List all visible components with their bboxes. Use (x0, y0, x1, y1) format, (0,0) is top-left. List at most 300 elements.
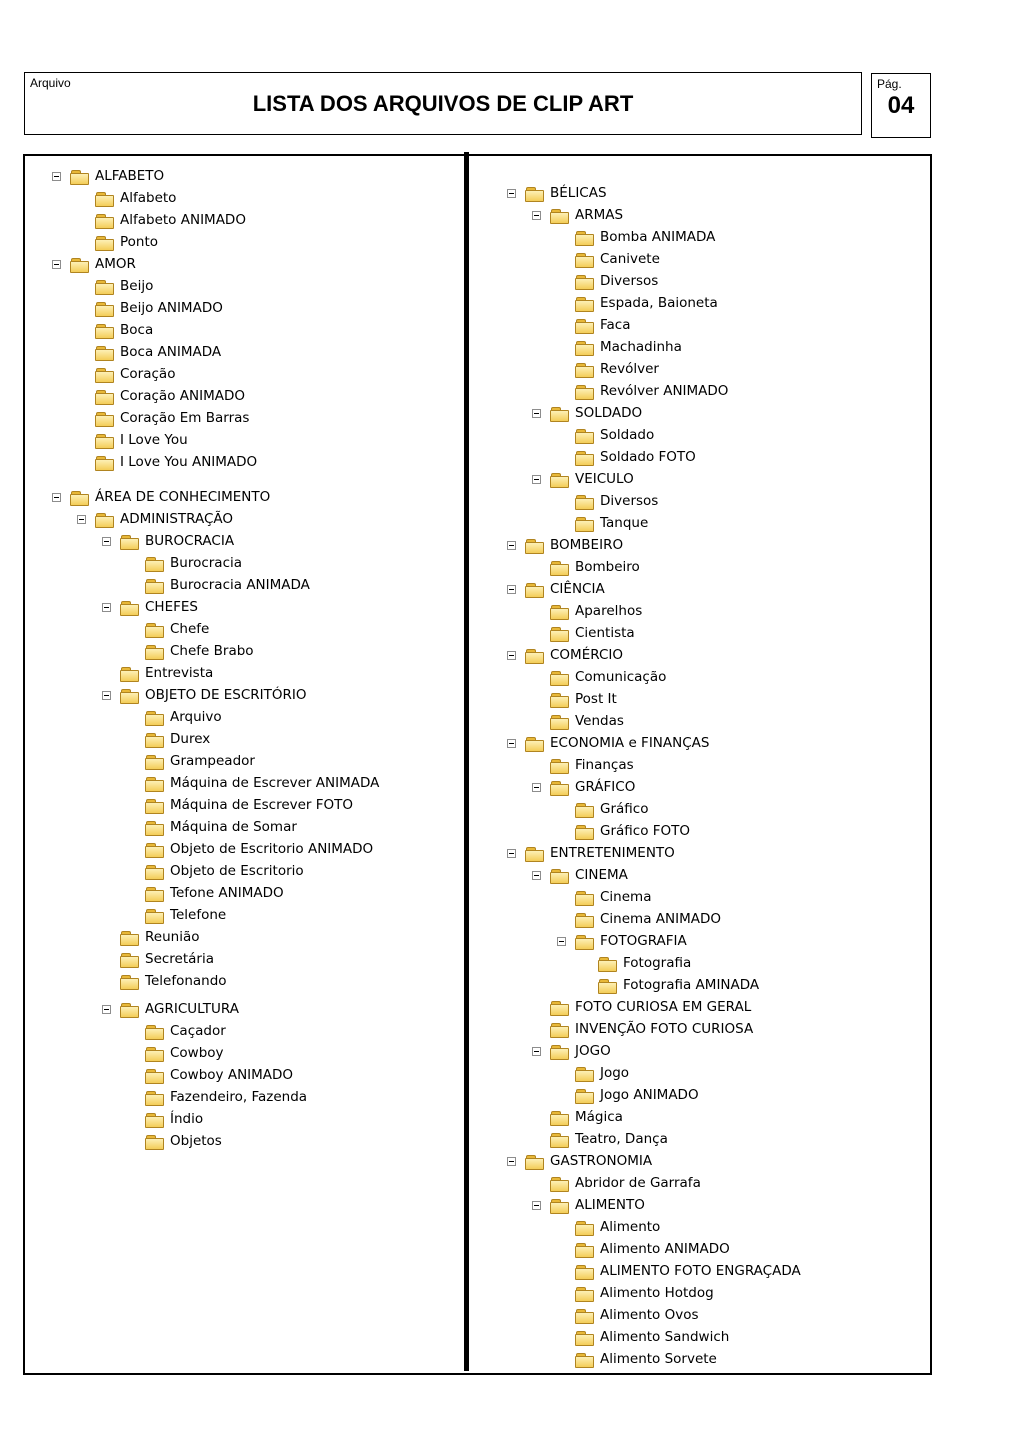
right-tree-item[interactable] (532, 1129, 668, 1149)
right-tree-item[interactable] (557, 337, 682, 357)
right-tree-item[interactable] (557, 1239, 730, 1259)
folder-label: ALIMENTO (575, 1197, 645, 1213)
collapse-toggle-icon[interactable] (77, 515, 86, 524)
right-tree-item[interactable] (557, 381, 728, 401)
folder-icon (550, 604, 569, 619)
right-tree-item[interactable] (532, 711, 624, 731)
folder-label: Alfabeto ANIMADO (120, 212, 246, 228)
right-tree-item[interactable] (532, 623, 635, 643)
right-tree-item[interactable] (557, 1327, 729, 1347)
left-tree-item[interactable] (127, 905, 226, 925)
folder-label: Beijo ANIMADO (120, 300, 223, 316)
collapse-toggle-icon[interactable] (532, 1047, 541, 1056)
folder-icon (550, 758, 569, 773)
folder-icon (575, 890, 594, 905)
left-tree-item[interactable] (127, 795, 353, 815)
folder-icon (575, 1242, 594, 1257)
left-tree-item[interactable] (102, 971, 227, 991)
collapse-toggle-icon[interactable] (557, 937, 566, 946)
left-tree-item[interactable] (77, 430, 188, 450)
left-tree-item[interactable] (77, 364, 175, 384)
folder-label: Fotografia (623, 955, 692, 971)
left-tree-item[interactable] (77, 386, 245, 406)
right-tree-item[interactable] (507, 843, 675, 863)
folder-icon (575, 1352, 594, 1367)
folder-icon (145, 732, 164, 747)
right-tree-item[interactable] (532, 865, 628, 885)
right-tree-item[interactable] (532, 755, 634, 775)
left-tree-item[interactable] (127, 553, 242, 573)
folder-label: Grampeador (170, 753, 255, 769)
folder-label: Tanque (600, 515, 649, 531)
folder-label: Gráfico (600, 801, 649, 817)
folder-icon (145, 1134, 164, 1149)
right-tree-item[interactable] (557, 491, 658, 511)
right-tree-item[interactable] (557, 1305, 699, 1325)
folder-icon (575, 252, 594, 267)
folder-icon (575, 494, 594, 509)
left-tree-item[interactable] (127, 1131, 222, 1151)
folder-label: Ponto (120, 234, 159, 250)
left-tree-item[interactable] (77, 232, 158, 252)
right-tree-item[interactable] (532, 689, 617, 709)
left-tree-item[interactable] (102, 949, 214, 969)
folder-icon (575, 1264, 594, 1279)
folder-icon (145, 864, 164, 879)
folder-label: COMÉRCIO (550, 647, 623, 663)
folder-label: ENTRETENIMENTO (550, 845, 675, 861)
folder-icon (145, 1024, 164, 1039)
folder-label: Coração (120, 366, 176, 382)
left-tree-item[interactable] (77, 210, 246, 230)
folder-label: ARMAS (575, 207, 624, 223)
folder-icon (575, 1330, 594, 1345)
folder-label: Machadinha (600, 339, 682, 355)
right-tree-item[interactable] (557, 887, 651, 907)
folder-label: Máquina de Somar (170, 819, 297, 835)
folder-icon (550, 406, 569, 421)
folder-label: Objeto de Escritorio (170, 863, 304, 879)
folder-label: Caçador (170, 1023, 226, 1039)
collapse-toggle-icon[interactable] (102, 1005, 111, 1014)
folder-label: Arquivo (170, 709, 222, 725)
right-tree-item[interactable] (557, 1063, 629, 1083)
folder-label: GRÁFICO (575, 779, 636, 795)
folder-label: Alimento Sorvete (600, 1351, 717, 1367)
folder-label: Cientista (575, 625, 635, 641)
folder-icon (120, 666, 139, 681)
left-tree-item[interactable] (127, 883, 284, 903)
folder-label: Entrevista (145, 665, 214, 681)
folder-label: Soldado (600, 427, 655, 443)
right-tree-item[interactable] (507, 733, 709, 753)
folder-icon (550, 1110, 569, 1125)
left-tree-item[interactable] (102, 597, 198, 617)
right-tree-item[interactable] (557, 1085, 699, 1105)
right-tree-item[interactable] (532, 777, 635, 797)
right-tree-item[interactable] (532, 205, 623, 225)
folder-icon (95, 455, 114, 470)
collapse-toggle-icon[interactable] (507, 651, 516, 660)
folder-label: INVENÇÃO FOTO CURIOSA (575, 1021, 754, 1037)
folder-icon (575, 384, 594, 399)
right-tree-item[interactable] (557, 909, 721, 929)
folder-icon (145, 754, 164, 769)
folder-label: ALIMENTO FOTO ENGRAÇADA (600, 1263, 801, 1279)
folder-icon (145, 1068, 164, 1083)
folder-label: Fotografia AMINADA (623, 977, 760, 993)
right-tree-item[interactable] (557, 513, 648, 533)
folder-icon (525, 1154, 544, 1169)
folder-icon (95, 411, 114, 426)
folder-label: Objeto de Escritorio ANIMADO (170, 841, 374, 857)
folder-label: ADMINISTRAÇÃO (120, 511, 234, 527)
folder-label: JOGO (575, 1043, 611, 1059)
folder-icon (145, 908, 164, 923)
right-tree-item[interactable] (532, 1173, 701, 1193)
folder-label: Alimento Hotdog (600, 1285, 714, 1301)
header-box (24, 72, 862, 135)
folder-icon (575, 912, 594, 927)
folder-label: Soldado FOTO (600, 449, 696, 465)
right-tree-item[interactable] (557, 227, 715, 247)
folder-icon (95, 191, 114, 206)
folder-label: Burocracia (170, 555, 243, 571)
left-tree-item[interactable] (102, 685, 307, 705)
folder-icon (575, 274, 594, 289)
collapse-toggle-icon[interactable] (507, 739, 516, 748)
folder-icon (120, 688, 139, 703)
folder-label: Beijo (120, 278, 154, 294)
collapse-toggle-icon[interactable] (532, 783, 541, 792)
folder-icon (550, 626, 569, 641)
folder-icon (95, 345, 114, 360)
left-tree-item[interactable] (127, 1109, 203, 1129)
right-tree-item[interactable] (557, 1261, 801, 1281)
folder-label: FOTO CURIOSA EM GERAL (575, 999, 752, 1015)
folder-label: Chefe (170, 621, 210, 637)
folder-label: Boca (120, 322, 154, 338)
folder-label: Chefe Brabo (170, 643, 254, 659)
folder-label: Alimento Ovos (600, 1307, 699, 1323)
folder-icon (145, 842, 164, 857)
folder-label: Cowboy ANIMADO (170, 1067, 294, 1083)
folder-label: Jogo (600, 1065, 630, 1081)
left-tree-item[interactable] (77, 298, 223, 318)
folder-label: FOTOGRAFIA (600, 933, 687, 949)
right-tree-item[interactable] (557, 249, 660, 269)
header-label: Arquivo (30, 76, 71, 90)
folder-icon (145, 578, 164, 593)
collapse-toggle-icon[interactable] (532, 211, 541, 220)
folder-label: GASTRONOMIA (550, 1153, 653, 1169)
folder-icon (95, 512, 114, 527)
right-tree-item[interactable] (532, 469, 634, 489)
folder-label: VEICULO (575, 471, 634, 487)
left-tree-item[interactable] (127, 817, 297, 837)
folder-icon (525, 186, 544, 201)
folder-label: Alfabeto (120, 190, 177, 206)
right-tree-item[interactable] (580, 953, 691, 973)
folder-label: Mágica (575, 1109, 623, 1125)
left-tree-item[interactable] (127, 751, 255, 771)
folder-icon (550, 208, 569, 223)
folder-icon (95, 213, 114, 228)
collapse-toggle-icon[interactable] (52, 172, 61, 181)
left-tree-item[interactable] (77, 342, 221, 362)
folder-label: Bombeiro (575, 559, 640, 575)
folder-label: ÁREA DE CONHECIMENTO (95, 489, 271, 505)
folder-label: Secretária (145, 951, 214, 967)
folder-icon (575, 1220, 594, 1235)
right-tree-item[interactable] (532, 667, 666, 687)
right-tree-item[interactable] (557, 447, 696, 467)
folder-label: OBJETO DE ESCRITÓRIO (145, 687, 307, 703)
left-tree-item[interactable] (102, 663, 213, 683)
folder-label: Aparelhos (575, 603, 643, 619)
folder-icon (120, 600, 139, 615)
right-tree-item[interactable] (507, 579, 605, 599)
right-tree-item[interactable] (507, 183, 607, 203)
folder-label: Faca (600, 317, 631, 333)
collapse-toggle-icon[interactable] (532, 475, 541, 484)
folder-label: CHEFES (145, 599, 198, 615)
folder-label: Tefone ANIMADO (170, 885, 284, 901)
folder-label: Revólver ANIMADO (600, 383, 729, 399)
folder-label: SOLDADO (575, 405, 643, 421)
folder-icon (575, 1088, 594, 1103)
left-tree-item[interactable] (127, 729, 210, 749)
collapse-toggle-icon[interactable] (507, 541, 516, 550)
folder-icon (575, 340, 594, 355)
right-tree-item[interactable] (532, 1041, 611, 1061)
folder-icon (145, 644, 164, 659)
left-tree-item[interactable] (127, 575, 310, 595)
folder-icon (145, 710, 164, 725)
left-tree-item[interactable] (127, 839, 373, 859)
column-divider (464, 152, 469, 1371)
right-tree-item[interactable] (532, 557, 640, 577)
right-tree-item[interactable] (557, 425, 654, 445)
folder-icon (95, 323, 114, 338)
right-tree-item[interactable] (532, 1107, 623, 1127)
left-tree-item[interactable] (127, 773, 379, 793)
folder-label: CIÊNCIA (550, 581, 605, 597)
folder-icon (525, 538, 544, 553)
folder-icon (145, 776, 164, 791)
folder-icon (95, 367, 114, 382)
folder-label: Comunicação (575, 669, 667, 685)
right-tree-item[interactable] (557, 315, 631, 335)
left-tree-item[interactable] (77, 452, 257, 472)
right-tree-item[interactable] (507, 645, 623, 665)
left-tree-item[interactable] (102, 999, 239, 1019)
folder-label: Alimento (600, 1219, 661, 1235)
folder-label: Diversos (600, 493, 659, 509)
folder-label: ALFABETO (95, 168, 165, 184)
right-tree-item[interactable] (532, 601, 642, 621)
folder-icon (120, 534, 139, 549)
folder-icon (120, 930, 139, 945)
right-tree-item[interactable] (557, 1349, 717, 1369)
right-tree-item[interactable] (557, 931, 687, 951)
folder-label: Coração ANIMADO (120, 388, 245, 404)
collapse-toggle-icon[interactable] (532, 871, 541, 880)
folder-icon (575, 824, 594, 839)
collapse-toggle-icon[interactable] (507, 849, 516, 858)
page-label: Pág. (877, 77, 902, 91)
right-tree-item[interactable] (532, 403, 642, 423)
right-tree-item[interactable] (557, 799, 648, 819)
left-tree-item[interactable] (52, 166, 164, 186)
right-tree-item[interactable] (557, 271, 658, 291)
folder-label: Diversos (600, 273, 659, 289)
folder-icon (550, 472, 569, 487)
folder-icon (95, 389, 114, 404)
folder-label: I Love You (120, 432, 188, 448)
folder-icon (575, 1308, 594, 1323)
folder-icon (575, 450, 594, 465)
collapse-toggle-icon[interactable] (102, 603, 111, 612)
collapse-toggle-icon[interactable] (52, 260, 61, 269)
left-tree-item[interactable] (127, 641, 254, 661)
folder-label: Cinema (600, 889, 652, 905)
folder-icon (525, 736, 544, 751)
collapse-toggle-icon[interactable] (507, 1157, 516, 1166)
right-tree-item[interactable] (507, 1151, 652, 1171)
right-tree-item[interactable] (532, 1019, 753, 1039)
folder-label: Finanças (575, 757, 634, 773)
folder-label: Máquina de Escrever ANIMADA (170, 775, 380, 791)
folder-icon (145, 886, 164, 901)
folder-label: Boca ANIMADA (120, 344, 222, 360)
folder-label: ECONOMIA e FINANÇAS (550, 735, 710, 751)
folder-label: Objetos (170, 1133, 222, 1149)
folder-icon (550, 560, 569, 575)
folder-icon (70, 169, 89, 184)
folder-label: Reunião (145, 929, 200, 945)
left-tree-item[interactable] (127, 1065, 293, 1085)
folder-label: Coração Em Barras (120, 410, 250, 426)
folder-icon (145, 798, 164, 813)
left-tree-item[interactable] (102, 927, 199, 947)
folder-label: Abridor de Garrafa (575, 1175, 701, 1191)
folder-icon (120, 974, 139, 989)
left-tree-item[interactable] (127, 861, 304, 881)
folder-label: BOMBEIRO (550, 537, 624, 553)
folder-label: Fazendeiro, Fazenda (170, 1089, 308, 1105)
left-tree-item[interactable] (77, 509, 233, 529)
folder-icon (95, 235, 114, 250)
folder-label: AMOR (95, 256, 136, 272)
right-tree-item[interactable] (557, 1283, 714, 1303)
folder-label: Telefone (170, 907, 227, 923)
collapse-toggle-icon[interactable] (507, 189, 516, 198)
folder-icon (70, 257, 89, 272)
folder-icon (575, 362, 594, 377)
folder-icon (550, 780, 569, 795)
folder-icon (575, 1286, 594, 1301)
folder-label: Jogo ANIMADO (600, 1087, 699, 1103)
left-tree-item[interactable] (77, 188, 176, 208)
folder-icon (550, 1022, 569, 1037)
right-tree-item[interactable] (557, 359, 659, 379)
folder-label: CINEMA (575, 867, 628, 883)
folder-label: Canivete (600, 251, 660, 267)
folder-label: Cowboy (170, 1045, 224, 1061)
left-tree-item[interactable] (127, 619, 209, 639)
folder-label: Cinema ANIMADO (600, 911, 721, 927)
left-tree-item[interactable] (52, 487, 270, 507)
left-tree-item[interactable] (127, 1043, 224, 1063)
page-title: LISTA DOS ARQUIVOS DE CLIP ART (252, 91, 634, 116)
folder-label: I Love You ANIMADO (120, 454, 258, 470)
folder-icon (550, 1044, 569, 1059)
page-number: 04 (887, 92, 915, 119)
folder-icon (598, 956, 617, 971)
folder-icon (95, 279, 114, 294)
left-tree-item[interactable] (102, 531, 234, 551)
right-tree-item[interactable] (532, 997, 751, 1017)
collapse-toggle-icon[interactable] (52, 493, 61, 502)
right-tree-item[interactable] (557, 1217, 660, 1237)
folder-icon (525, 582, 544, 597)
folder-icon (575, 516, 594, 531)
folder-icon (145, 1112, 164, 1127)
folder-icon (575, 296, 594, 311)
left-tree-item[interactable] (127, 1021, 226, 1041)
right-tree-item[interactable] (557, 293, 718, 313)
left-tree-item[interactable] (77, 320, 153, 340)
left-tree-item[interactable] (127, 707, 222, 727)
folder-icon (120, 952, 139, 967)
collapse-toggle-icon[interactable] (532, 1201, 541, 1210)
left-tree-item[interactable] (52, 254, 136, 274)
folder-icon (598, 978, 617, 993)
right-tree-item[interactable] (580, 975, 759, 995)
folder-label: Burocracia ANIMADA (170, 577, 310, 593)
folder-label: Vendas (575, 713, 624, 729)
right-tree-item[interactable] (507, 535, 623, 555)
folder-icon (575, 230, 594, 245)
collapse-toggle-icon[interactable] (102, 691, 111, 700)
folder-label: Bomba ANIMADA (600, 229, 716, 245)
folder-label: Durex (170, 731, 211, 747)
folder-label: Gráfico FOTO (600, 823, 691, 839)
folder-label: Máquina de Escrever FOTO (170, 797, 354, 813)
right-tree-item[interactable] (532, 1195, 645, 1215)
folder-label: Alimento ANIMADO (600, 1241, 730, 1257)
folder-label: BÉLICAS (550, 185, 607, 201)
folder-icon (145, 1046, 164, 1061)
collapse-toggle-icon[interactable] (507, 585, 516, 594)
folder-icon (145, 1090, 164, 1105)
right-tree-item[interactable] (557, 821, 690, 841)
folder-label: Alimento Sandwich (600, 1329, 730, 1345)
left-tree-item[interactable] (127, 1087, 307, 1107)
folder-icon (145, 820, 164, 835)
folder-label: Espada, Baioneta (600, 295, 718, 311)
page-number-box (871, 73, 931, 138)
left-tree-item[interactable] (77, 276, 153, 296)
folder-icon (575, 934, 594, 949)
folder-icon (550, 868, 569, 883)
left-tree-item[interactable] (77, 408, 249, 428)
folder-label: Índio (170, 1111, 204, 1127)
collapse-toggle-icon[interactable] (102, 537, 111, 546)
folder-icon (575, 318, 594, 333)
collapse-toggle-icon[interactable] (532, 409, 541, 418)
